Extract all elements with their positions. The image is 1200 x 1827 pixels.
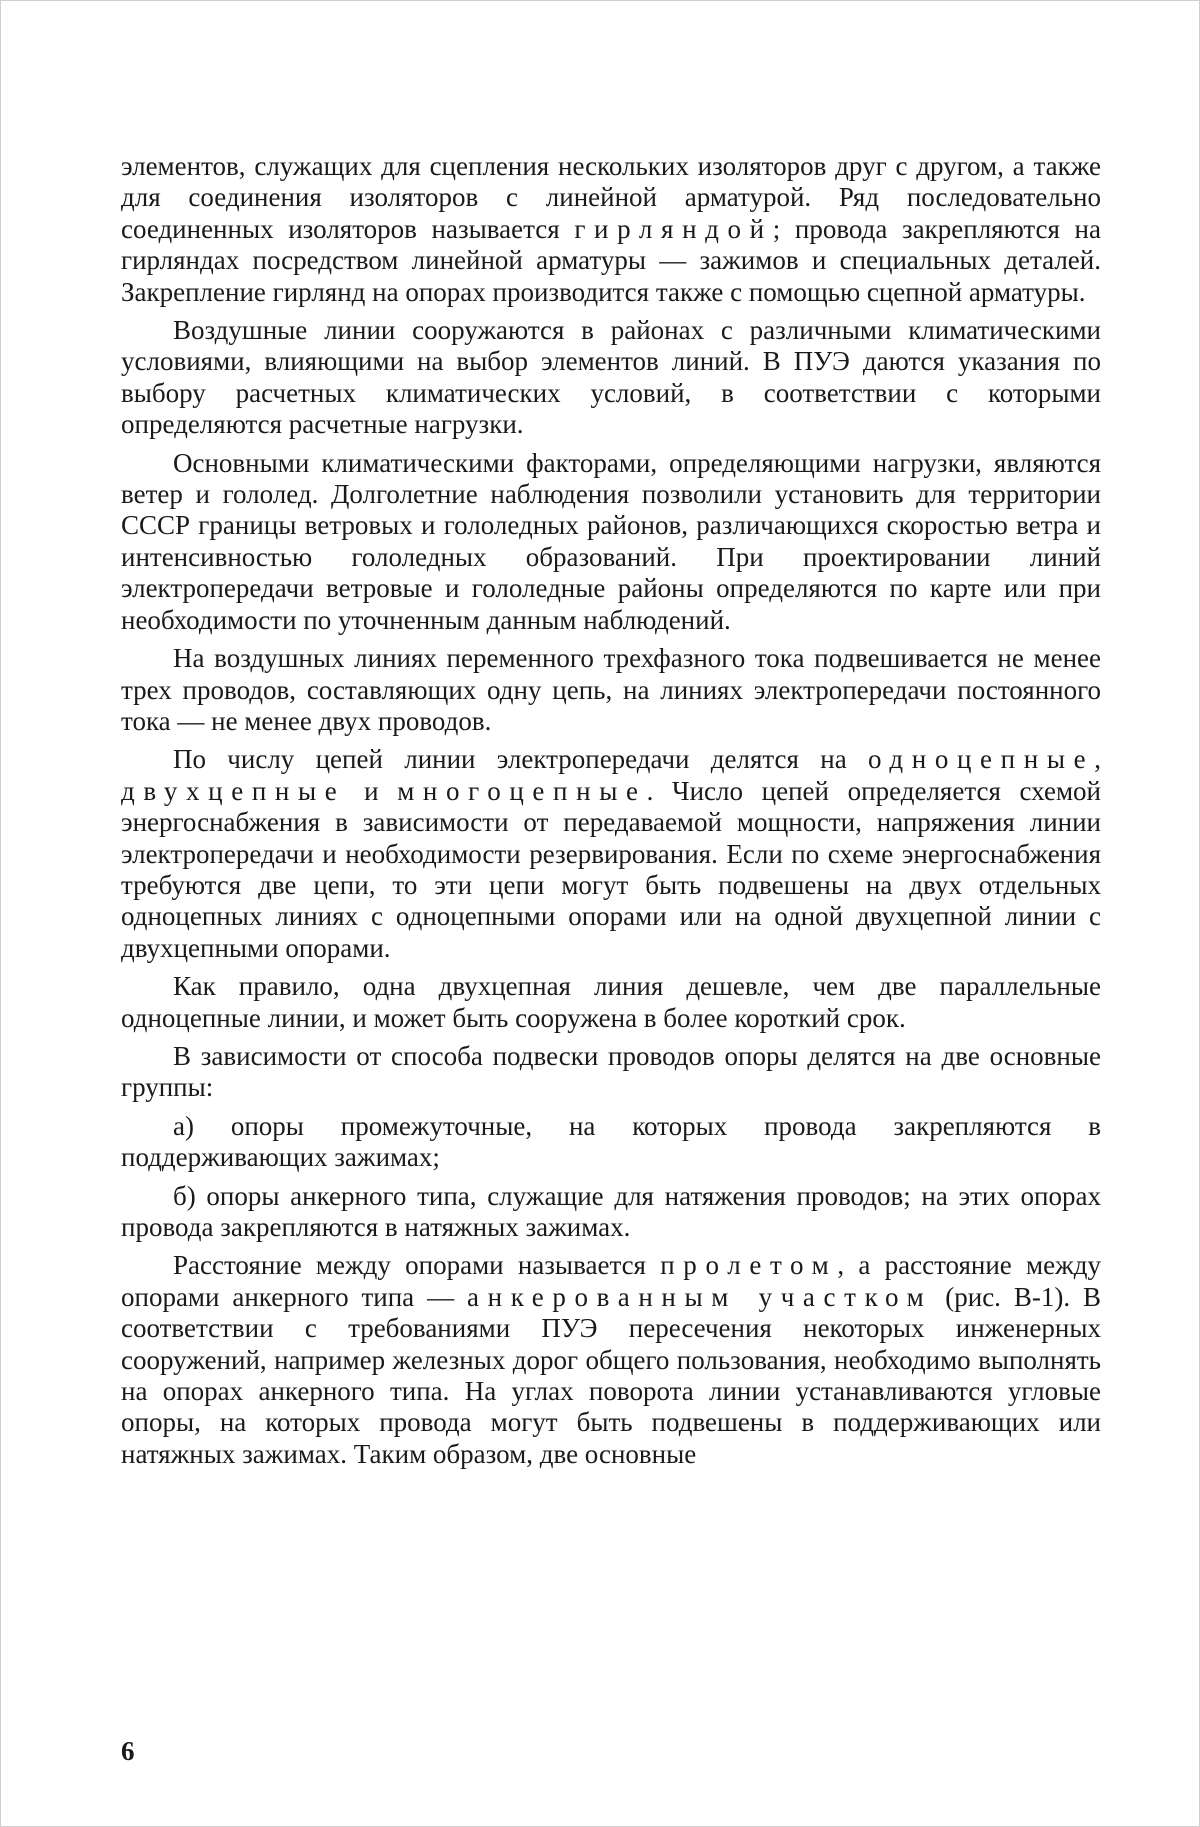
text-run: Как правило, одна двухцепная линия дешевле, чем две параллельные одноцепные линии, и может быть сооружена в более короткий срок. — [121, 971, 1101, 1033]
text-run: . Число цепей определяется схемой энергоснабжения в зависимости от передаваемой мощности, напряжения линии электропередачи и необходимости резервирования. Если по схеме энергоснабжения требуются две цепи, то эти цепи могут быть подвешены на двух отдельных одноцепных линиях с одноцепными опорами или на одной двухцепной линии с двухцепными опорами. — [121, 775, 1101, 963]
text-run: элементов, служащих для сцепления нескольких изоляторов друг с другом, а также для соединения изоляторов с линейной арматурой. Ряд последовательно соединенных изоляторов называется — [121, 151, 1101, 244]
spaced-term: пролетом — [660, 1250, 838, 1281]
paragraph — [121, 315, 1101, 441]
paragraph — [121, 643, 1101, 737]
text-run: По числу цепей линии электропередачи делятся на — [173, 744, 868, 775]
text-run: (рис. В-1). В соответствии с требованиями ПУЭ пересечения некоторых инженерных сооружений, например железных дорог общего пользования, необходимо выполнять на опорах анкерного типа. На углах поворота линии устанавливаются угловые опоры, на которых провода могут быть подвешены в поддерживающих или натяжных зажимах. Таким образом, две основные — [121, 1281, 1101, 1469]
text-run: На воздушных линиях переменного трехфазного тока подвешивается не менее трех проводов, составляющих одну цепь, на линиях электропередачи постоянного тока — не менее двух проводов. — [121, 643, 1101, 736]
spaced-term: анкерованным участком — [466, 1281, 933, 1312]
paragraph — [121, 744, 1101, 964]
paragraph — [121, 1041, 1101, 1104]
paragraph — [121, 1250, 1101, 1470]
text-run: б) опоры анкерного типа, служащие для натяжения проводов; на этих опорах провода закрепляются в натяжных зажимах. — [121, 1180, 1101, 1242]
text-run: Основными климатическими факторами, определяющими нагрузки, являются ветер и гололед. Долголетние наблюдения позволили установить для территории СССР границы ветровых и гололедных районов, различающихся скоростью ветра и интенсивностью гололедных образований. При проектировании линий электропередачи ветровые и гололедные районы определяются по карте или при необходимости по уточненным данным наблюдений. — [121, 447, 1101, 635]
text-run: а) опоры промежуточные, на которых провода закрепляются в поддерживающих зажимах; — [121, 1110, 1101, 1173]
text-run: Воздушные линии сооружаются в районах с различными климатическими условиями, влияющими на выбор элементов линий. В ПУЭ даются указания по выбору расчетных климатических условий, в соответствии с которыми определяются расчетные нагрузки. — [121, 315, 1101, 440]
text-run: ; провода закрепляются на гирляндах посредством линейной арматуры — зажимов и специальных деталей. Закрепление гирлянд на опорах производится также с помощью сцепной арматуры. — [121, 213, 1101, 307]
spaced-term: многоцепные — [397, 775, 647, 806]
list-item — [121, 1111, 1101, 1174]
page-number: 6 — [121, 1736, 135, 1766]
paragraph — [121, 971, 1101, 1034]
text-run: Расстояние между опорами называется — [173, 1250, 661, 1281]
paragraph — [121, 448, 1101, 636]
text-run: , а расстояние между опорами анкерного типа — — [121, 1250, 1101, 1312]
list-item — [121, 1181, 1101, 1244]
spaced-term: двухцепные — [121, 775, 346, 806]
text-run: , — [1094, 744, 1101, 775]
paragraph — [121, 151, 1101, 308]
spaced-term: одноцепные — [867, 744, 1095, 775]
text-run: и — [345, 775, 398, 806]
body-text — [121, 151, 1101, 1477]
text-run: В зависимости от способа подвески проводов опоры делятся на две основные группы: — [121, 1040, 1101, 1103]
spaced-term: гирляндой — [574, 213, 773, 244]
